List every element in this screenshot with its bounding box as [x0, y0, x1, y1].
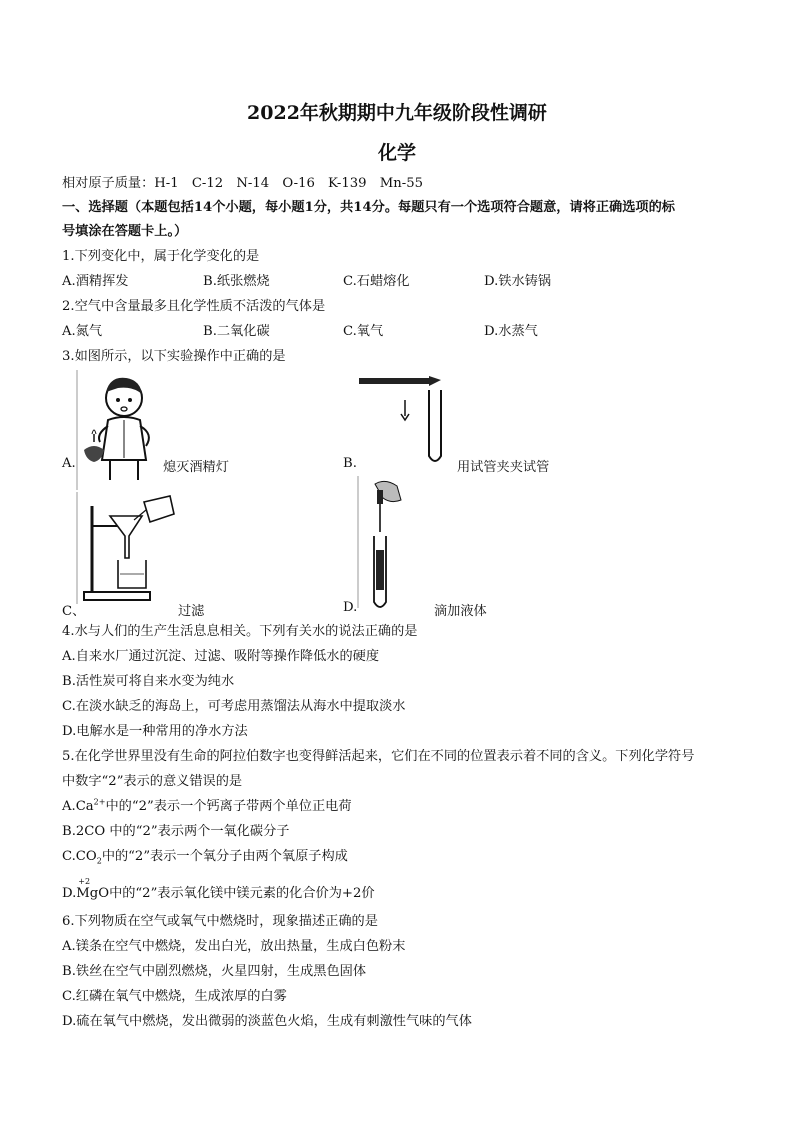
q5-option-d-oxygen: O	[98, 886, 110, 901]
q2-option-b: B.二氧化碳	[203, 324, 270, 339]
q5-option-c-symbol: C.CO	[62, 849, 97, 864]
q3-option-a-caption: 熄灭酒精灯	[163, 460, 229, 475]
q3-option-c-caption: 过滤	[178, 604, 205, 619]
section-heading-line2: 号填涂在答题卡上。）	[62, 224, 188, 239]
q3-option-b-letter: B.	[343, 456, 357, 471]
q5-option-d-letter: D.	[62, 886, 77, 901]
exam-title: 2022年秋期期中九年级阶段性调研	[247, 102, 547, 124]
q5-option-c	[62, 847, 348, 867]
q6-option-c: C.红磷在氧气中燃烧，生成浓厚的白雾	[62, 989, 287, 1004]
q3-option-b-caption: 用试管夹夹试管	[457, 460, 550, 475]
q3-option-d-letter: D.	[343, 600, 358, 615]
q2-option-d: D.水蒸气	[484, 324, 538, 339]
q1-stem: 1.下列变化中，属于化学变化的是	[62, 249, 260, 264]
q5-option-d-text: 中的“2”表示氧化镁中镁元素的化合价为+2价	[109, 886, 375, 901]
q6-option-d: D.硫在氧气中燃烧，发出微弱的淡蓝色火焰，生成有刺激性气味的气体	[62, 1014, 472, 1029]
q5-option-d	[62, 877, 375, 904]
q5-option-c-text: 中的“2”表示一个氧分子由两个氧原子构成	[101, 849, 348, 864]
q5-option-c-subscript: 2	[96, 856, 102, 866]
subject-title: 化学	[377, 142, 416, 164]
q1-option-d: D.铁水铸锅	[484, 274, 552, 289]
q5-option-a	[62, 797, 352, 817]
q6-stem: 6.下列物质在空气或氧气中燃烧时，现象描述正确的是	[62, 914, 378, 929]
q4-stem: 4.水与人们的生产生活息息相关。下列有关水的说法正确的是	[62, 624, 418, 639]
q4-option-b: B.活性炭可将自来水变为纯水	[62, 674, 235, 689]
figure-c-filtration	[74, 492, 184, 604]
q5-option-a-symbol: A.Ca	[62, 799, 94, 814]
q1-option-c: C.石蜡熔化	[343, 274, 410, 289]
q3-option-d-caption: 滴加液体	[434, 604, 487, 619]
q5-option-b: B.2CO 中的“2”表示两个一氧化碳分子	[62, 824, 290, 839]
section-heading-line1: 一、选择题（本题包括14个小题，每小题1分，共14分。每题只有一个选项符合题意，请将正确选项的标	[62, 200, 675, 215]
q3-option-c-letter: C、	[62, 604, 86, 619]
q5-option-a-charge: 2+	[93, 797, 106, 807]
q5-stem-line2: 中数字“2”表示的意义错误的是	[62, 774, 243, 789]
figure-b-test-tube-clamp	[355, 372, 455, 472]
q1-option-b: B.纸张燃烧	[203, 274, 270, 289]
q5-option-d-element: Mg	[76, 886, 99, 901]
q1-option-a: A.酒精挥发	[62, 274, 129, 289]
q2-option-c: C.氧气	[343, 324, 384, 339]
q5-stem-line1: 5.在化学世界里没有生命的阿拉伯数字也变得鲜活起来，它们在不同的位置表示着不同的含义。下列化学符号	[62, 749, 695, 764]
q5-option-d-valence: +2	[78, 877, 91, 886]
q2-stem: 2.空气中含量最多且化学性质不活泼的气体是	[62, 299, 326, 314]
q5-option-a-text: 中的“2”表示一个钙离子带两个单位正电荷	[105, 799, 352, 814]
atomic-masses: 相对原子质量：H-1 C-12 N-14 O-16 K-139 Mn-55	[62, 176, 423, 191]
q4-option-a: A.自来水厂通过沉淀、过滤、吸附等操作降低水的硬度	[62, 649, 380, 664]
q6-option-b: B.铁丝在空气中剧烈燃烧，火星四射，生成黑色固体	[62, 964, 367, 979]
q6-option-a: A.镁条在空气中燃烧，发出白光，放出热量，生成白色粉末	[62, 939, 406, 954]
figure-a-extinguish-lamp	[74, 370, 160, 490]
q2-option-a: A.氮气	[62, 324, 103, 339]
q3-option-a-letter: A.	[62, 456, 76, 471]
q3-stem: 3.如图所示，以下实验操作中正确的是	[62, 349, 286, 364]
q4-option-c: C.在淡水缺乏的海岛上，可考虑用蒸馏法从海水中提取淡水	[62, 699, 406, 714]
figure-d-drop-liquid	[355, 476, 415, 616]
q4-option-d: D.电解水是一种常用的净水方法	[62, 724, 248, 739]
